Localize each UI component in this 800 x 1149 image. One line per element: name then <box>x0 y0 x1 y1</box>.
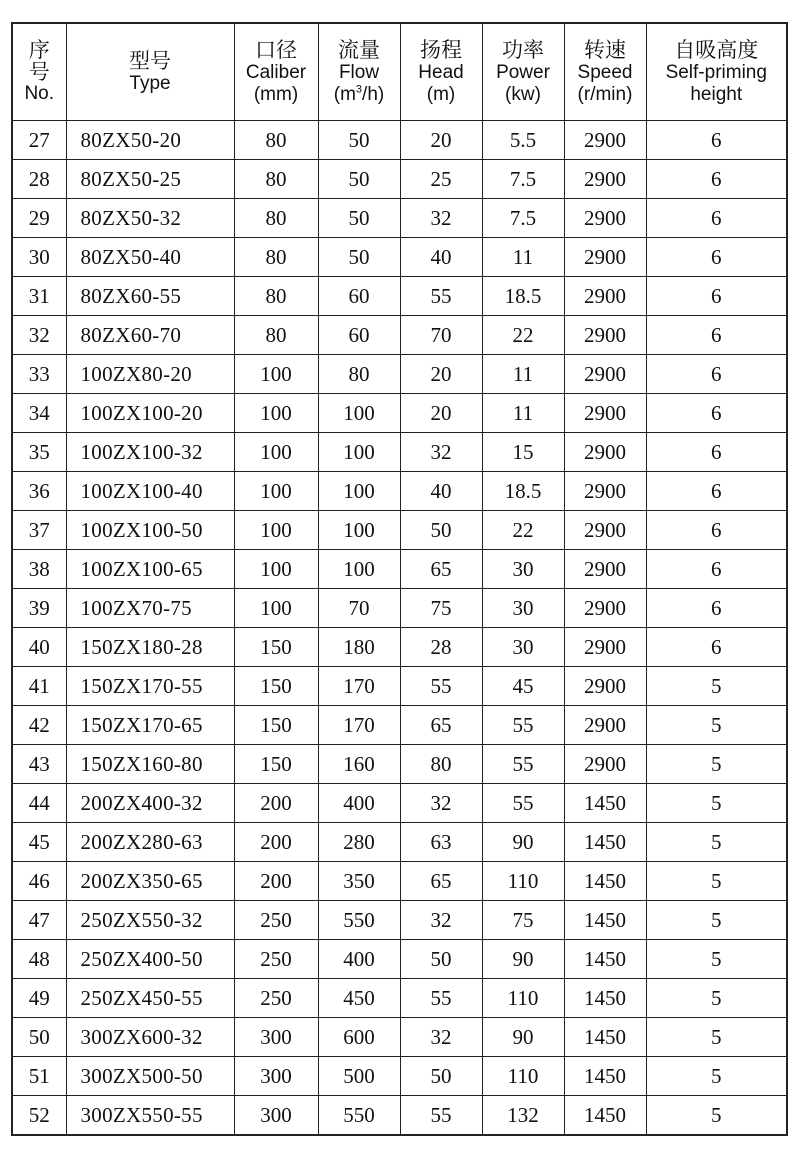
cell-speed: 1450 <box>564 823 646 862</box>
cell-no: 28 <box>12 160 66 199</box>
header-height-en-2: height <box>690 84 743 105</box>
cell-power: 110 <box>482 979 564 1018</box>
cell-caliber: 300 <box>234 1018 318 1057</box>
cell-height: 6 <box>646 589 787 628</box>
cell-no: 27 <box>12 121 66 160</box>
cell-height: 6 <box>646 550 787 589</box>
header-row <box>12 23 787 121</box>
cell-type: 200ZX400-32 <box>66 784 234 823</box>
cell-caliber: 250 <box>234 901 318 940</box>
header-head-unit: (m) <box>426 84 456 105</box>
cell-type: 150ZX170-55 <box>66 667 234 706</box>
header-power-en: Power <box>496 62 550 83</box>
cell-speed: 1450 <box>564 940 646 979</box>
cell-flow: 170 <box>318 667 400 706</box>
cell-no: 39 <box>12 589 66 628</box>
cell-flow: 100 <box>318 511 400 550</box>
cell-speed: 2900 <box>564 628 646 667</box>
cell-height: 5 <box>646 823 787 862</box>
cell-no: 34 <box>12 394 66 433</box>
cell-type: 100ZX100-20 <box>66 394 234 433</box>
header-type <box>66 23 234 121</box>
cell-height: 5 <box>646 940 787 979</box>
cell-type: 250ZX550-32 <box>66 901 234 940</box>
cell-head: 32 <box>400 199 482 238</box>
header-no-en: No. <box>24 83 55 104</box>
header-caliber-en: Caliber <box>245 62 307 83</box>
cell-height: 6 <box>646 277 787 316</box>
cell-head: 40 <box>400 472 482 511</box>
cell-caliber: 80 <box>234 238 318 277</box>
cell-speed: 2900 <box>564 355 646 394</box>
cell-head: 32 <box>400 1018 482 1057</box>
cell-height: 6 <box>646 511 787 550</box>
cell-power: 11 <box>482 394 564 433</box>
cell-power: 11 <box>482 355 564 394</box>
cell-no: 44 <box>12 784 66 823</box>
header-power-zh: 功率 <box>502 38 544 62</box>
header-height-en-1: Self-priming <box>665 62 767 83</box>
header-no <box>12 23 66 121</box>
cell-power: 22 <box>482 316 564 355</box>
table-body <box>12 121 787 1136</box>
cell-power: 22 <box>482 511 564 550</box>
cell-no: 35 <box>12 433 66 472</box>
table-row <box>12 550 787 589</box>
cell-type: 300ZX550-55 <box>66 1096 234 1136</box>
cell-head: 25 <box>400 160 482 199</box>
cell-no: 31 <box>12 277 66 316</box>
cell-no: 43 <box>12 745 66 784</box>
cell-power: 55 <box>482 784 564 823</box>
cell-caliber: 80 <box>234 277 318 316</box>
cell-speed: 2900 <box>564 394 646 433</box>
cell-flow: 280 <box>318 823 400 862</box>
cell-power: 18.5 <box>482 472 564 511</box>
cell-flow: 70 <box>318 589 400 628</box>
cell-flow: 180 <box>318 628 400 667</box>
cell-no: 52 <box>12 1096 66 1136</box>
cell-head: 50 <box>400 940 482 979</box>
cell-speed: 2900 <box>564 121 646 160</box>
cell-head: 55 <box>400 979 482 1018</box>
cell-no: 38 <box>12 550 66 589</box>
cell-no: 48 <box>12 940 66 979</box>
cell-type: 150ZX170-65 <box>66 706 234 745</box>
cell-flow: 160 <box>318 745 400 784</box>
cell-no: 37 <box>12 511 66 550</box>
cell-caliber: 100 <box>234 394 318 433</box>
header-head-zh: 扬程 <box>420 38 462 62</box>
cell-power: 30 <box>482 628 564 667</box>
cell-height: 5 <box>646 979 787 1018</box>
cell-caliber: 80 <box>234 160 318 199</box>
table-row <box>12 940 787 979</box>
cell-type: 100ZX100-50 <box>66 511 234 550</box>
header-flow-unit-pre: (m <box>333 84 356 105</box>
table-row <box>12 1018 787 1057</box>
header-speed-zh: 转速 <box>584 38 626 62</box>
cell-no: 40 <box>12 628 66 667</box>
cell-caliber: 150 <box>234 628 318 667</box>
table-row <box>12 745 787 784</box>
cell-head: 63 <box>400 823 482 862</box>
table-row <box>12 823 787 862</box>
header-flow-unit-sup: 3 <box>355 83 363 96</box>
table-row <box>12 238 787 277</box>
header-power-unit: (kw) <box>505 84 541 105</box>
cell-power: 18.5 <box>482 277 564 316</box>
cell-power: 7.5 <box>482 160 564 199</box>
cell-no: 46 <box>12 862 66 901</box>
cell-type: 80ZX50-40 <box>66 238 234 277</box>
header-flow-en: Flow <box>338 62 380 83</box>
cell-type: 80ZX50-25 <box>66 160 234 199</box>
cell-speed: 1450 <box>564 862 646 901</box>
cell-power: 110 <box>482 1057 564 1096</box>
cell-flow: 50 <box>318 238 400 277</box>
cell-type: 80ZX60-70 <box>66 316 234 355</box>
table-row <box>12 355 787 394</box>
cell-flow: 550 <box>318 1096 400 1136</box>
cell-height: 5 <box>646 745 787 784</box>
cell-head: 32 <box>400 901 482 940</box>
cell-caliber: 100 <box>234 589 318 628</box>
cell-speed: 2900 <box>564 277 646 316</box>
cell-type: 250ZX400-50 <box>66 940 234 979</box>
header-speed-en: Speed <box>577 62 633 83</box>
header-type-zh: 型号 <box>129 49 171 73</box>
header-height-zh: 自吸高度 <box>674 38 759 62</box>
cell-head: 55 <box>400 667 482 706</box>
cell-caliber: 100 <box>234 355 318 394</box>
cell-flow: 500 <box>318 1057 400 1096</box>
cell-height: 6 <box>646 394 787 433</box>
cell-head: 65 <box>400 706 482 745</box>
cell-head: 65 <box>400 550 482 589</box>
cell-type: 100ZX100-32 <box>66 433 234 472</box>
table-row <box>12 1096 787 1136</box>
cell-caliber: 80 <box>234 199 318 238</box>
cell-flow: 100 <box>318 472 400 511</box>
cell-speed: 2900 <box>564 550 646 589</box>
cell-caliber: 100 <box>234 511 318 550</box>
cell-power: 90 <box>482 823 564 862</box>
cell-caliber: 300 <box>234 1096 318 1136</box>
table-row <box>12 628 787 667</box>
cell-height: 5 <box>646 667 787 706</box>
cell-head: 75 <box>400 589 482 628</box>
table-row <box>12 667 787 706</box>
cell-head: 50 <box>400 1057 482 1096</box>
header-flow <box>318 23 400 121</box>
header-caliber-unit: (mm) <box>253 84 299 105</box>
cell-power: 5.5 <box>482 121 564 160</box>
cell-height: 6 <box>646 121 787 160</box>
cell-flow: 350 <box>318 862 400 901</box>
cell-flow: 50 <box>318 199 400 238</box>
table-row <box>12 589 787 628</box>
cell-type: 100ZX100-40 <box>66 472 234 511</box>
header-power <box>482 23 564 121</box>
cell-type: 250ZX450-55 <box>66 979 234 1018</box>
cell-no: 33 <box>12 355 66 394</box>
table-row <box>12 901 787 940</box>
cell-height: 6 <box>646 199 787 238</box>
cell-power: 7.5 <box>482 199 564 238</box>
header-type-en: Type <box>129 73 171 94</box>
cell-head: 40 <box>400 238 482 277</box>
cell-type: 200ZX350-65 <box>66 862 234 901</box>
cell-head: 20 <box>400 355 482 394</box>
cell-type: 100ZX100-65 <box>66 550 234 589</box>
cell-height: 6 <box>646 472 787 511</box>
header-no-zh-1: 序 <box>28 38 50 62</box>
cell-head: 32 <box>400 433 482 472</box>
cell-height: 5 <box>646 1018 787 1057</box>
table-row <box>12 160 787 199</box>
header-head <box>400 23 482 121</box>
cell-type: 150ZX180-28 <box>66 628 234 667</box>
cell-flow: 600 <box>318 1018 400 1057</box>
cell-flow: 60 <box>318 277 400 316</box>
table-row <box>12 862 787 901</box>
cell-flow: 100 <box>318 394 400 433</box>
cell-speed: 1450 <box>564 784 646 823</box>
header-flow-zh: 流量 <box>338 38 380 62</box>
cell-no: 50 <box>12 1018 66 1057</box>
cell-height: 6 <box>646 355 787 394</box>
table-row <box>12 394 787 433</box>
cell-head: 55 <box>400 1096 482 1136</box>
cell-power: 90 <box>482 940 564 979</box>
cell-height: 5 <box>646 901 787 940</box>
cell-head: 32 <box>400 784 482 823</box>
cell-speed: 2900 <box>564 433 646 472</box>
header-speed-unit: (r/min) <box>577 84 633 105</box>
cell-flow: 400 <box>318 784 400 823</box>
cell-type: 80ZX60-55 <box>66 277 234 316</box>
cell-power: 75 <box>482 901 564 940</box>
cell-power: 45 <box>482 667 564 706</box>
cell-type: 80ZX50-20 <box>66 121 234 160</box>
cell-height: 6 <box>646 628 787 667</box>
cell-head: 20 <box>400 121 482 160</box>
cell-caliber: 100 <box>234 550 318 589</box>
cell-power: 30 <box>482 550 564 589</box>
header-caliber-zh: 口径 <box>255 38 297 62</box>
table-row <box>12 784 787 823</box>
cell-power: 30 <box>482 589 564 628</box>
cell-type: 100ZX70-75 <box>66 589 234 628</box>
table-row <box>12 121 787 160</box>
cell-head: 80 <box>400 745 482 784</box>
table-row <box>12 706 787 745</box>
cell-speed: 1450 <box>564 1018 646 1057</box>
cell-speed: 1450 <box>564 979 646 1018</box>
cell-no: 30 <box>12 238 66 277</box>
table-row <box>12 979 787 1018</box>
cell-speed: 2900 <box>564 160 646 199</box>
table-row <box>12 511 787 550</box>
cell-type: 100ZX80-20 <box>66 355 234 394</box>
cell-type: 300ZX600-32 <box>66 1018 234 1057</box>
table-header <box>12 23 787 121</box>
cell-caliber: 150 <box>234 667 318 706</box>
cell-flow: 60 <box>318 316 400 355</box>
cell-speed: 2900 <box>564 472 646 511</box>
cell-speed: 2900 <box>564 667 646 706</box>
header-no-zh-2: 号 <box>28 60 50 84</box>
cell-no: 51 <box>12 1057 66 1096</box>
header-flow-unit-post: /h) <box>362 84 385 105</box>
table-row <box>12 316 787 355</box>
cell-flow: 100 <box>318 550 400 589</box>
cell-speed: 1450 <box>564 901 646 940</box>
cell-head: 70 <box>400 316 482 355</box>
cell-flow: 80 <box>318 355 400 394</box>
cell-speed: 2900 <box>564 745 646 784</box>
cell-flow: 50 <box>318 121 400 160</box>
cell-flow: 450 <box>318 979 400 1018</box>
cell-type: 200ZX280-63 <box>66 823 234 862</box>
table-row <box>12 277 787 316</box>
cell-caliber: 80 <box>234 121 318 160</box>
cell-no: 36 <box>12 472 66 511</box>
cell-height: 5 <box>646 862 787 901</box>
cell-flow: 50 <box>318 160 400 199</box>
cell-flow: 400 <box>318 940 400 979</box>
cell-head: 50 <box>400 511 482 550</box>
cell-no: 32 <box>12 316 66 355</box>
cell-caliber: 200 <box>234 823 318 862</box>
cell-no: 29 <box>12 199 66 238</box>
cell-caliber: 200 <box>234 784 318 823</box>
table-row <box>12 1057 787 1096</box>
cell-flow: 550 <box>318 901 400 940</box>
cell-height: 6 <box>646 316 787 355</box>
cell-no: 41 <box>12 667 66 706</box>
pump-spec-table <box>11 22 788 1136</box>
table-row <box>12 199 787 238</box>
cell-speed: 2900 <box>564 706 646 745</box>
header-speed <box>564 23 646 121</box>
cell-type: 80ZX50-32 <box>66 199 234 238</box>
cell-head: 28 <box>400 628 482 667</box>
cell-no: 47 <box>12 901 66 940</box>
cell-caliber: 300 <box>234 1057 318 1096</box>
cell-speed: 2900 <box>564 316 646 355</box>
cell-flow: 100 <box>318 433 400 472</box>
cell-speed: 2900 <box>564 589 646 628</box>
header-head-en: Head <box>418 62 464 83</box>
cell-height: 5 <box>646 1096 787 1136</box>
cell-caliber: 200 <box>234 862 318 901</box>
cell-speed: 1450 <box>564 1057 646 1096</box>
cell-caliber: 80 <box>234 316 318 355</box>
cell-type: 300ZX500-50 <box>66 1057 234 1096</box>
table-row <box>12 472 787 511</box>
header-caliber <box>234 23 318 121</box>
cell-height: 5 <box>646 784 787 823</box>
cell-power: 15 <box>482 433 564 472</box>
cell-power: 132 <box>482 1096 564 1136</box>
cell-power: 90 <box>482 1018 564 1057</box>
cell-no: 42 <box>12 706 66 745</box>
cell-no: 49 <box>12 979 66 1018</box>
cell-power: 11 <box>482 238 564 277</box>
cell-no: 45 <box>12 823 66 862</box>
cell-caliber: 250 <box>234 940 318 979</box>
cell-caliber: 100 <box>234 472 318 511</box>
cell-speed: 2900 <box>564 238 646 277</box>
header-flow-unit <box>319 84 400 106</box>
cell-type: 150ZX160-80 <box>66 745 234 784</box>
cell-caliber: 100 <box>234 433 318 472</box>
table-row <box>12 433 787 472</box>
cell-caliber: 150 <box>234 745 318 784</box>
cell-height: 6 <box>646 433 787 472</box>
cell-flow: 170 <box>318 706 400 745</box>
cell-caliber: 250 <box>234 979 318 1018</box>
cell-head: 55 <box>400 277 482 316</box>
cell-power: 110 <box>482 862 564 901</box>
cell-head: 65 <box>400 862 482 901</box>
header-height <box>646 23 787 121</box>
cell-height: 6 <box>646 160 787 199</box>
cell-caliber: 150 <box>234 706 318 745</box>
cell-head: 20 <box>400 394 482 433</box>
cell-power: 55 <box>482 745 564 784</box>
cell-height: 5 <box>646 1057 787 1096</box>
cell-power: 55 <box>482 706 564 745</box>
cell-height: 6 <box>646 238 787 277</box>
cell-speed: 1450 <box>564 1096 646 1136</box>
cell-speed: 2900 <box>564 199 646 238</box>
cell-height: 5 <box>646 706 787 745</box>
cell-speed: 2900 <box>564 511 646 550</box>
